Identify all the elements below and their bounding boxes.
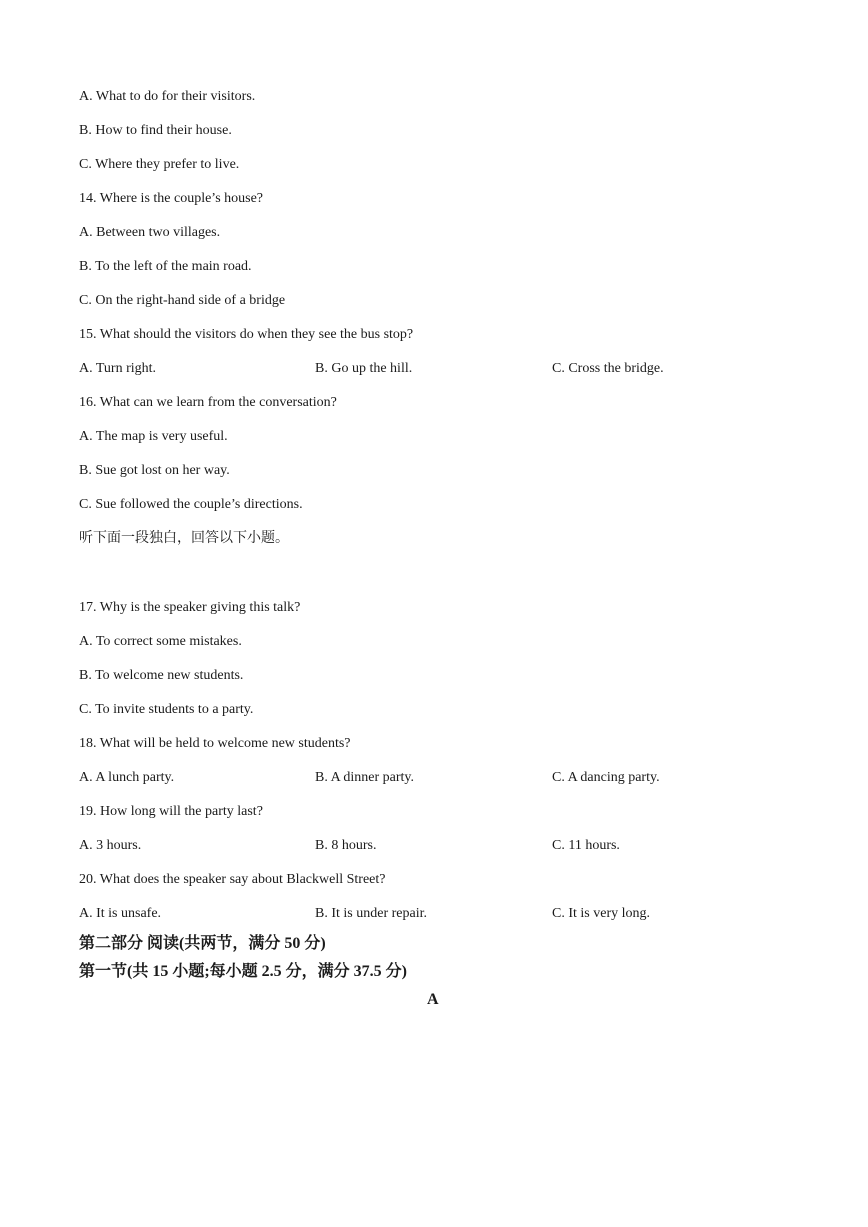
q17-option-c: C. To invite students to a party. [79, 702, 254, 717]
q18-option-c: C. A dancing party. [552, 770, 660, 785]
q15-option-b: B. Go up the hill. [315, 361, 413, 376]
q17-option-a: A. To correct some mistakes. [79, 634, 242, 649]
monologue-instruction: 听下面一段独白，回答以下小题。 [79, 531, 289, 546]
q19-question: 19. How long will the party last? [79, 804, 263, 819]
q18-option-b: B. A dinner party. [315, 770, 415, 785]
q15-option-a: A. Turn right. [79, 361, 157, 376]
section-heading-1: 第一节(共 15 小题;每小题 2.5 分，满分 37.5 分) [79, 963, 407, 980]
q16-question: 16. What can we learn from the conversation? [79, 395, 337, 410]
q19-option-c: C. 11 hours. [552, 838, 620, 853]
q14-option-c: C. On the right-hand side of a bridge [79, 293, 286, 308]
q20-option-a: A. It is unsafe. [79, 906, 162, 921]
q19-option-b: B. 8 hours. [315, 838, 377, 853]
q20-question: 20. What does the speaker say about Blackwell Street? [79, 872, 386, 887]
q14-option-a: A. Between two villages. [79, 225, 221, 240]
q13-option-b: B. How to find their house. [79, 123, 232, 138]
q16-option-b: B. Sue got lost on her way. [79, 463, 230, 478]
q13-option-c: C. Where they prefer to live. [79, 157, 240, 172]
q19-option-a: A. 3 hours. [79, 838, 142, 853]
q17-option-b: B. To welcome new students. [79, 668, 244, 683]
q17-question: 17. Why is the speaker giving this talk? [79, 600, 301, 615]
passage-label: A [427, 991, 439, 1008]
q18-option-a: A. A lunch party. [79, 770, 175, 785]
q14-option-b: B. To the left of the main road. [79, 259, 252, 274]
q20-option-b: B. It is under repair. [315, 906, 427, 921]
q15-question: 15. What should the visitors do when they see the bus stop? [79, 327, 414, 342]
section-heading-part2: 第二部分 阅读(共两节，满分 50 分) [79, 935, 326, 952]
q13-option-a: A. What to do for their visitors. [79, 89, 256, 104]
q14-question: 14. Where is the couple’s house? [79, 191, 264, 206]
q18-question: 18. What will be held to welcome new students? [79, 736, 351, 751]
q15-option-c: C. Cross the bridge. [552, 361, 664, 376]
q16-option-c: C. Sue followed the couple’s directions. [79, 497, 303, 512]
q20-option-c: C. It is very long. [552, 906, 650, 921]
q16-option-a: A. The map is very useful. [79, 429, 228, 444]
